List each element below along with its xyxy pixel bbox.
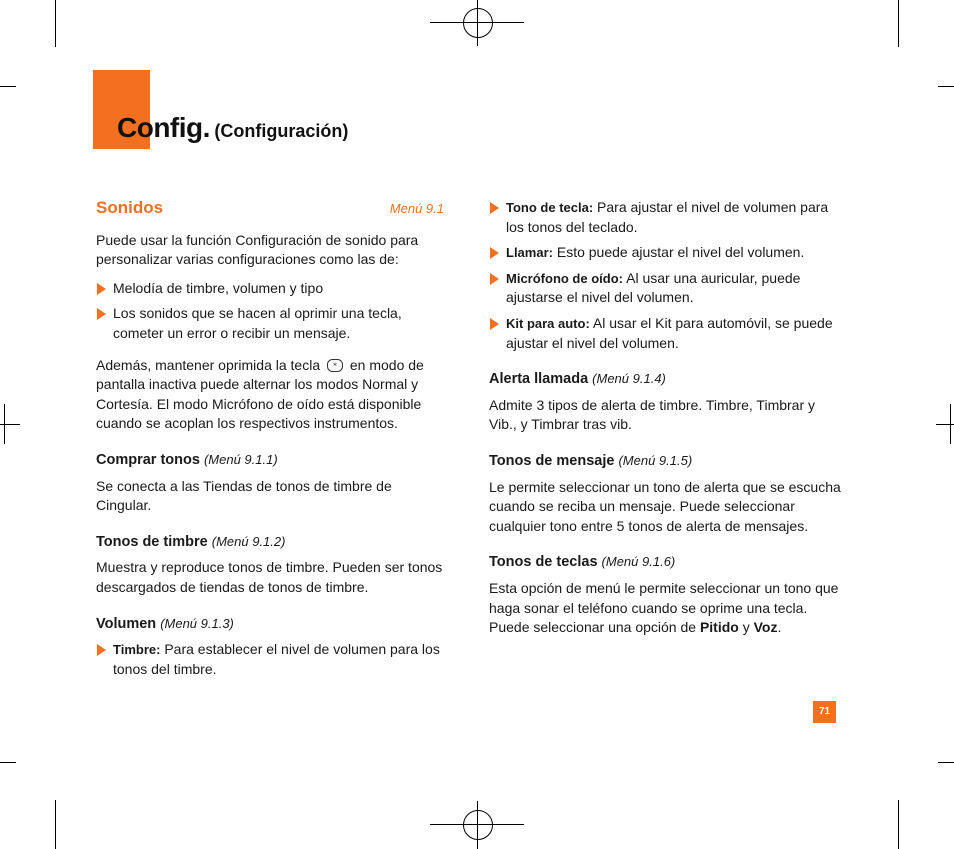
bullet-microfono-de-oido: Micrófono de oído: Al usar una auricular, puede ajustarse el nivel del volumen. (489, 269, 841, 308)
crop-mark (0, 762, 16, 763)
registration-circle (463, 810, 493, 840)
tonos-de-mensaje-text: Le permite seleccionar un tono de alerta que se escucha cuando se reciba un mensaje. Puede seleccionar cualquier tono entre 5 tonos de alerta de mensajes. (489, 478, 841, 534)
bullet-kit-para-auto: Kit para auto: Al usar el Kit para automóvil, se puede ajustar el nivel del volumen. (489, 314, 841, 353)
intro-text: Puede usar la función Configuración de sonido para personalizar varias configuraciones como las de: (96, 231, 419, 268)
crop-mark (55, 800, 56, 849)
key-paragraph-start: Además, mantener oprimida la tecla (96, 356, 321, 373)
title-sub: (Configuración) (214, 121, 349, 141)
right-column (489, 198, 841, 647)
crop-mark (938, 86, 954, 87)
alerta-llamada-text: Admite 3 tipos de alerta de timbre. Timbre, Timbrar y Vib., y Timbrar tras vib. (489, 396, 816, 433)
section-menu-number: Menú 9.1 (389, 201, 444, 216)
phone-key-icon (327, 359, 343, 372)
page-number: 71 (813, 701, 836, 723)
registration-circle (463, 8, 493, 38)
subsection-tonos-de-mensaje: Tonos de mensaje (Menú 9.1.5) (489, 452, 693, 469)
tonos-de-timbre-text: Muestra y reproduce tonos de timbre. Pueden ser tonos descargados de tiendas de tonos de timbre. (96, 559, 443, 595)
crop-mark (0, 86, 16, 87)
key-paragraph (96, 356, 444, 434)
option-pitido: Pitido (699, 619, 739, 636)
bullet-timbre: Timbre: Para establecer el nivel de volumen para los tonos del timbre. (96, 640, 444, 679)
title-main: Config. (117, 112, 210, 143)
crop-mark (898, 800, 899, 849)
subsection-tonos-de-teclas: Tonos de teclas (Menú 9.1.6) (489, 554, 676, 571)
section-header (96, 198, 444, 219)
subsection-comprar-tonos: Comprar tonos (Menú 9.1.1) (96, 451, 278, 468)
section-title: Sonidos (96, 198, 164, 217)
registration-mark (4, 404, 5, 444)
registration-mark (950, 404, 951, 444)
key-paragraph-end: en modo de pantalla inactiva puede alternar los modos Normal y Cortesía. El modo Micrófono de oído está disponible cuando se acoplan los respectivos instrumentos. (96, 356, 424, 432)
svg-text:*: * (333, 361, 337, 371)
subsection-alerta-llamada: Alerta llamada (Menú 9.1.4) (489, 371, 666, 388)
option-voz: Voz (753, 619, 778, 636)
bullet-item: Los sonidos que se hacen al oprimir una tecla, cometer un error o recibir un mensaje. (96, 304, 444, 343)
bullet-llamar: Llamar: Esto puede ajustar el nivel del volumen. (489, 243, 841, 263)
left-column (96, 198, 444, 685)
comprar-tonos-text: Se conecta a las Tiendas de tonos de timbre de Cingular. (96, 477, 392, 514)
crop-mark (938, 762, 954, 763)
tonos-de-teclas-text: Esta opción de menú le permite seleccionar un tono que haga sonar el teléfono cuando se oprime una tecla. Puede seleccionar una opción de Pitido y Voz. (489, 579, 839, 636)
subsection-tonos-de-timbre: Tonos de timbre (Menú 9.1.2) (96, 533, 286, 550)
bullet-tono-de-tecla: Tono de tecla: Para ajustar el nivel de volumen para los tonos del teclado. (489, 198, 841, 237)
registration-mark (936, 424, 954, 425)
registration-mark (0, 424, 20, 425)
crop-mark (55, 0, 56, 47)
subsection-volumen: Volumen (Menú 9.1.3) (96, 615, 234, 632)
bullet-item: Melodía de timbre, volumen y tipo (96, 279, 444, 299)
crop-mark (898, 0, 899, 47)
page-title (117, 112, 348, 144)
